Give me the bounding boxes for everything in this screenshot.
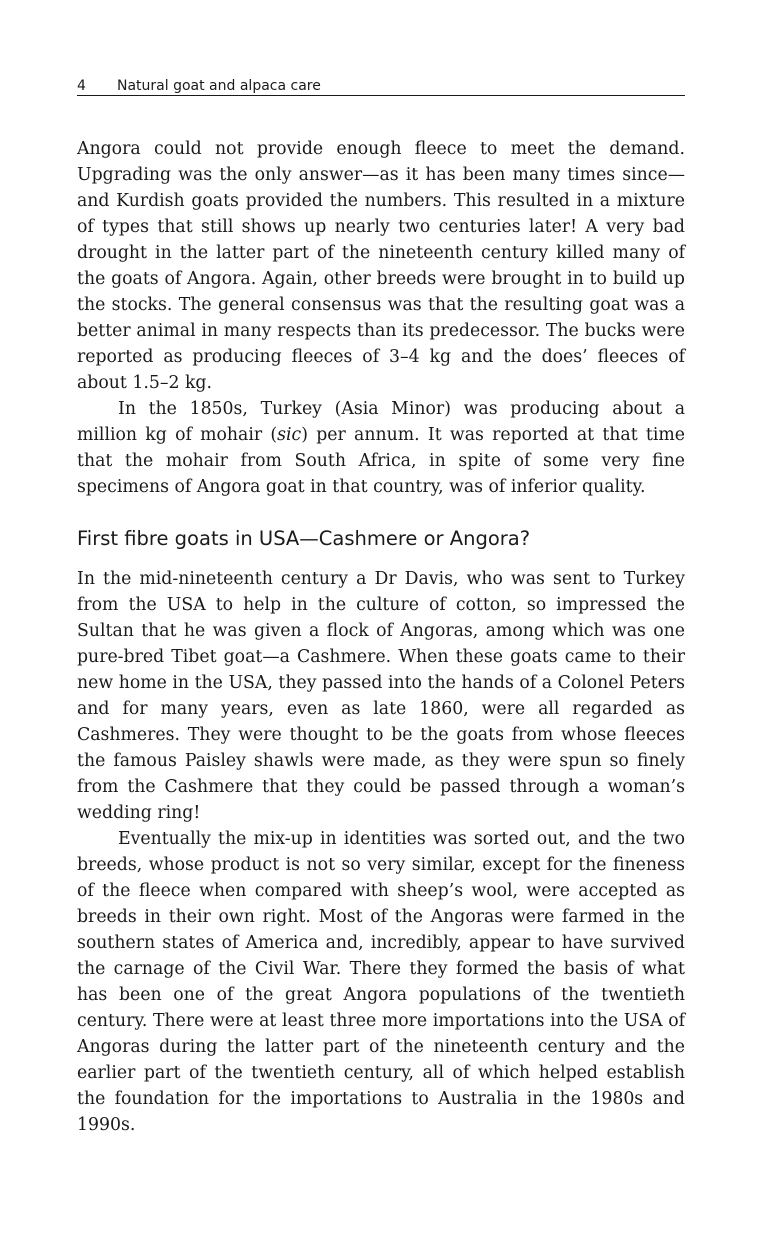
- paragraph: Angora could not provide enough fleece to meet the demand. Upgrading was the only answer—as it has been many times since—and Kurdish goats provided the numbers. This resulted in a mixture of types that still shows up nearly two centuries later! A very bad drought in the latter part of the nineteenth century killed many of the goats of Angora. Again, other breeds were brought in to build up the stocks. The general consensus was that the resulting goat was a better animal in many respects than its predecessor. The bucks were reported as producing fleeces of 3–4 kg and the does’ fleeces of about 1.5–2 kg.: [77, 139, 685, 393]
- paragraph: In the mid-nineteenth century a Dr Davis, who was sent to Turkey from the USA to help in the culture of cotton, so impressed the Sultan that he was given a flock of Angoras, among which was one pure-bred Tibet goat—a Cashmere. When these goats came to their new home in the USA, they passed into the hands of a Colonel Peters and for many years, even as late 1860, were all regarded as Cashmeres. They were thought to be the goats from whose fleeces the famous Paisley shawls were made, as they were spun so finely from the Cashmere that they could be passed through a woman’s wedding ring!: [77, 569, 685, 823]
- paragraph-text: ) per annum. It was reported at that time that the mohair from South Africa, in spite of some very fine specimens of Angora goat in that country, was of inferior quality.: [77, 425, 685, 497]
- paragraph: Eventually the mix-up in identities was sorted out, and the two breeds, whose product is not so very similar, except for the fineness of the fleece when compared with sheep’s wool, were accepted as breeds in their own right. Most of the Angoras were farmed in the southern states of America and, incredibly, appear to have survived the carnage of the Civil War. There they formed the basis of what has been one of the great Angora populations of the twentieth century. There were at least three more importations into the USA of Angoras during the latter part of the nineteenth century and the earlier part of the twentieth century, all of which helped establish the foundation for the importations to Australia in the 1980s and 1990s.: [77, 829, 685, 1135]
- running-title: Natural goat and alpaca care: [117, 78, 321, 94]
- section-1-text: [77, 136, 685, 500]
- italic-term: sic: [277, 425, 302, 445]
- running-head: [77, 78, 685, 96]
- paragraph: [77, 396, 685, 500]
- page-number: 4: [77, 78, 86, 94]
- section-2-text: [77, 566, 685, 1138]
- paragraph-text: In the 1850s, Turkey (Asia Minor) was producing about a million kg of mohair (: [77, 399, 685, 445]
- section-heading: First fibre goats in USA—Cashmere or Angora?: [77, 527, 531, 550]
